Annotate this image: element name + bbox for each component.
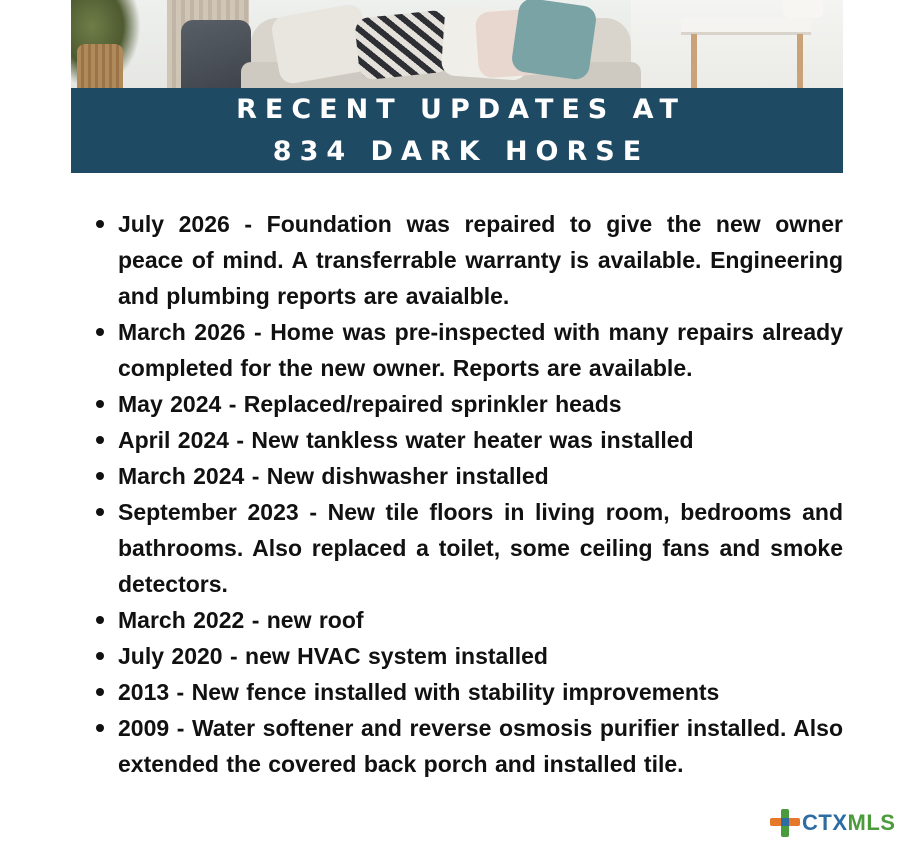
texas-cross-icon <box>770 809 800 837</box>
banner-title-line2: 834 DARK HORSE <box>272 136 650 167</box>
update-item <box>94 458 843 494</box>
ctxmls-logo <box>770 808 895 838</box>
bullet-icon <box>96 652 104 660</box>
hero-pillow-patterned <box>354 9 452 80</box>
update-text: March 2026 - Home was pre-inspected with many repairs already completed for the new owner. Reports are available. <box>118 319 843 381</box>
update-text: September 2023 - New tile floors in living room, bedrooms and bathrooms. Also replaced a toilet, some ceiling fans and smoke detectors. <box>118 499 843 597</box>
bullet-icon <box>96 724 104 732</box>
update-text: March 2022 - new roof <box>118 607 364 633</box>
hero-lamp <box>783 0 823 18</box>
update-item <box>94 422 843 458</box>
update-text: 2009 - Water softener and reverse osmosis purifier installed. Also extended the covered back porch and installed tile. <box>118 715 843 777</box>
updates-list <box>94 206 843 782</box>
update-item <box>94 602 843 638</box>
update-text: March 2024 - New dishwasher installed <box>118 463 549 489</box>
bullet-icon <box>96 328 104 336</box>
hero-table-leg <box>797 34 803 88</box>
update-item <box>94 494 843 602</box>
update-text: July 2020 - new HVAC system installed <box>118 643 548 669</box>
update-item <box>94 674 843 710</box>
update-item <box>94 386 843 422</box>
bullet-icon <box>96 616 104 624</box>
hero-side-table <box>681 18 811 35</box>
bullet-icon <box>96 220 104 228</box>
title-banner <box>71 88 843 173</box>
update-text: April 2024 - New tankless water heater was installed <box>118 427 694 453</box>
update-item <box>94 710 843 782</box>
bullet-icon <box>96 436 104 444</box>
update-item <box>94 314 843 386</box>
update-item <box>94 638 843 674</box>
bullet-icon <box>96 472 104 480</box>
hero-pillow-teal <box>510 0 598 81</box>
update-text: July 2026 - Foundation was repaired to give the new owner peace of mind. A transferrable warranty is available. Engineering and plumbing reports are avaialble. <box>118 211 843 309</box>
logo-ctx-text: CTX <box>802 810 848 835</box>
logo-mls-text: MLS <box>847 810 896 835</box>
hero-basket <box>77 44 123 88</box>
bullet-icon <box>96 688 104 696</box>
hero-table-leg <box>691 34 697 88</box>
update-text: May 2024 - Replaced/repaired sprinkler heads <box>118 391 622 417</box>
hero-photo <box>71 0 843 88</box>
update-text: 2013 - New fence installed with stability improvements <box>118 679 720 705</box>
bullet-icon <box>96 400 104 408</box>
logo-wordmark <box>802 810 895 836</box>
update-item <box>94 206 843 314</box>
banner-title-line1: RECENT UPDATES AT <box>236 94 686 125</box>
bullet-icon <box>96 508 104 516</box>
